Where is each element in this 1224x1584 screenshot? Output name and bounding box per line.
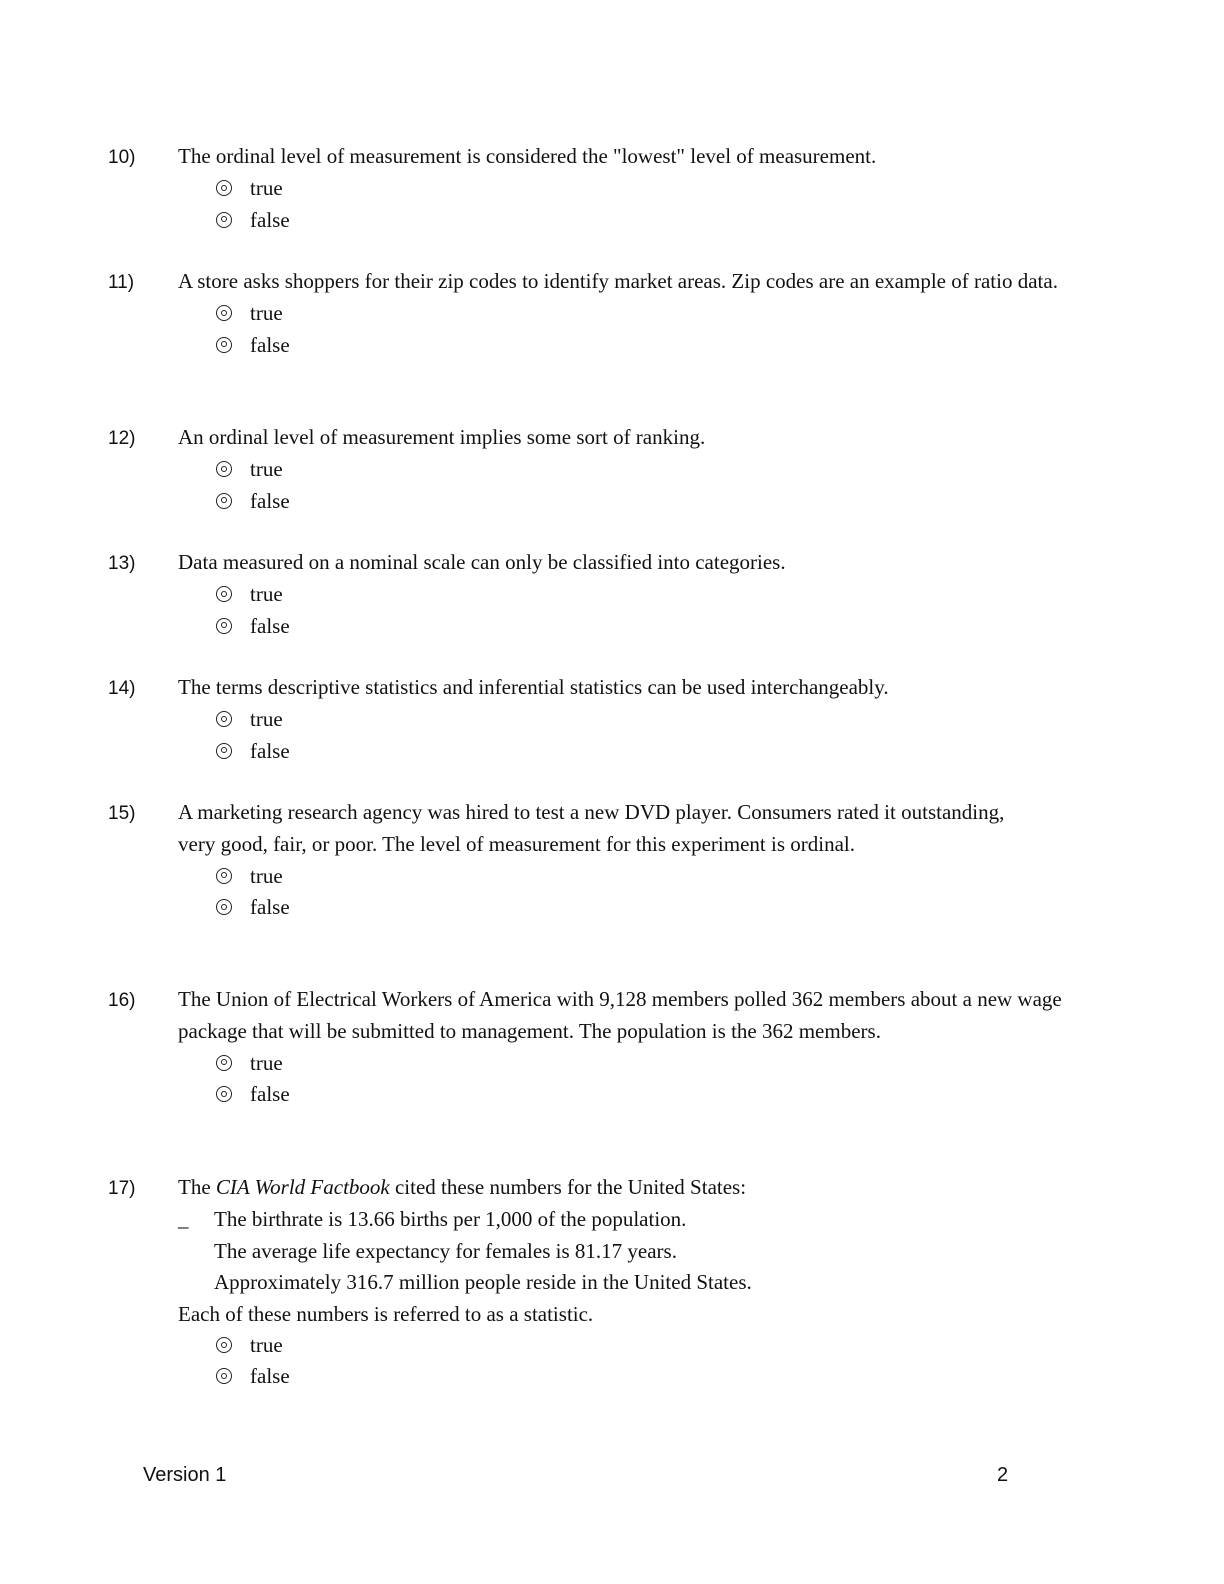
bullet-list [178,1204,1103,1298]
option-true[interactable] [216,173,1103,204]
question-number: 16) [108,990,136,1011]
question-stem [108,1172,1103,1204]
question-stem [108,266,1063,298]
radio-icon[interactable] [216,1337,232,1353]
option-true[interactable] [216,298,1063,329]
question-text-before: The [178,1175,216,1199]
option-label: true [250,863,283,888]
radio-icon[interactable] [216,493,232,509]
option-true[interactable] [216,704,1103,735]
option-label: true [250,582,283,607]
question-text: A store asks shoppers for their zip codes to identify market areas. Zip codes are an example of ratio data. [178,269,1058,293]
option-true[interactable] [216,454,1103,485]
question-number: 12) [108,428,136,449]
radio-icon[interactable] [216,212,232,228]
question-text: The ordinal level of measurement is considered the "lowest" level of measurement. [178,144,877,168]
option-label: false [250,488,290,513]
list-item: The birthrate is 13.66 births per 1,000 of the population. [214,1207,687,1232]
question-stem [108,547,1103,579]
question-stem [108,672,1103,704]
question-stem [108,422,1103,454]
option-label: false [250,1082,290,1107]
question-conclusion: Each of these numbers is referred to as a statistic. [178,1301,594,1326]
question-number: 17) [108,1178,136,1199]
page-number: 2 [997,1464,1009,1486]
option-false[interactable] [216,486,1103,517]
option-false[interactable] [216,736,1103,767]
question-15 [108,797,1013,924]
question-stem [108,797,1013,861]
radio-icon[interactable] [216,1086,232,1102]
question-number: 11) [108,272,135,293]
radio-icon[interactable] [216,899,232,915]
option-false[interactable] [216,611,1103,642]
question-text: The terms descriptive statistics and inferential statistics can be used interchangeably. [178,675,889,699]
question-text: An ordinal level of measurement implies some sort of ranking. [178,425,706,449]
question-stem [108,141,1103,173]
footer-version: Version 1 [143,1464,227,1486]
question-stem [108,984,1083,1048]
option-label: false [250,738,290,763]
radio-icon[interactable] [216,305,232,321]
question-text: A marketing research agency was hired to test a new DVD player. Consumers rated it outstanding, very good, fair, or poor. The level of measurement for this experiment is ordinal. [178,800,1005,857]
option-label: true [250,707,283,732]
question-10 [108,141,1103,236]
source-title: CIA World Factbook [215,1175,390,1199]
radio-icon[interactable] [216,337,232,353]
question-text: The Union of Electrical Workers of America with 9,128 members polled 362 members about a new wage package that will be submitted to management. The population is the 362 members. [178,987,1062,1044]
radio-icon[interactable] [216,180,232,196]
radio-icon[interactable] [216,461,232,477]
option-true[interactable] [216,861,1013,892]
option-label: false [250,1364,290,1389]
option-label: true [250,457,283,482]
option-label: true [250,176,283,201]
radio-icon[interactable] [216,1055,232,1071]
question-16 [108,984,1083,1111]
option-false[interactable] [216,1361,1103,1392]
question-13 [108,547,1103,642]
option-true[interactable] [216,1048,1083,1079]
option-false[interactable] [216,205,1103,236]
option-true[interactable] [216,1330,1103,1361]
option-label: true [250,1333,283,1358]
question-text-after: cited these numbers for the United States: [389,1175,747,1199]
list-item: The average life expectancy for females is 81.17 years. [214,1238,677,1263]
question-number: 13) [108,553,136,574]
option-label: false [250,895,290,920]
option-false[interactable] [216,330,1063,361]
option-label: false [250,207,290,232]
option-label: false [250,613,290,638]
radio-icon[interactable] [216,711,232,727]
radio-icon[interactable] [216,868,232,884]
radio-icon[interactable] [216,618,232,634]
option-false[interactable] [216,1079,1083,1110]
question-number: 10) [108,147,136,168]
question-12 [108,422,1103,517]
list-item: Approximately 316.7 million people reside in the United States. [214,1270,752,1295]
question-14 [108,672,1103,767]
radio-icon[interactable] [216,743,232,759]
option-label: true [250,1050,283,1075]
question-17 [108,1172,1103,1393]
option-false[interactable] [216,892,1013,923]
question-number: 14) [108,678,136,699]
option-label: false [250,332,290,357]
question-number: 15) [108,803,136,824]
question-11 [108,266,1063,361]
radio-icon[interactable] [216,1368,232,1384]
option-true[interactable] [216,579,1103,610]
radio-icon[interactable] [216,586,232,602]
question-text: Data measured on a nominal scale can only be classified into categories. [178,550,786,574]
bullet-marker: _ [178,1207,189,1232]
option-label: true [250,301,283,326]
